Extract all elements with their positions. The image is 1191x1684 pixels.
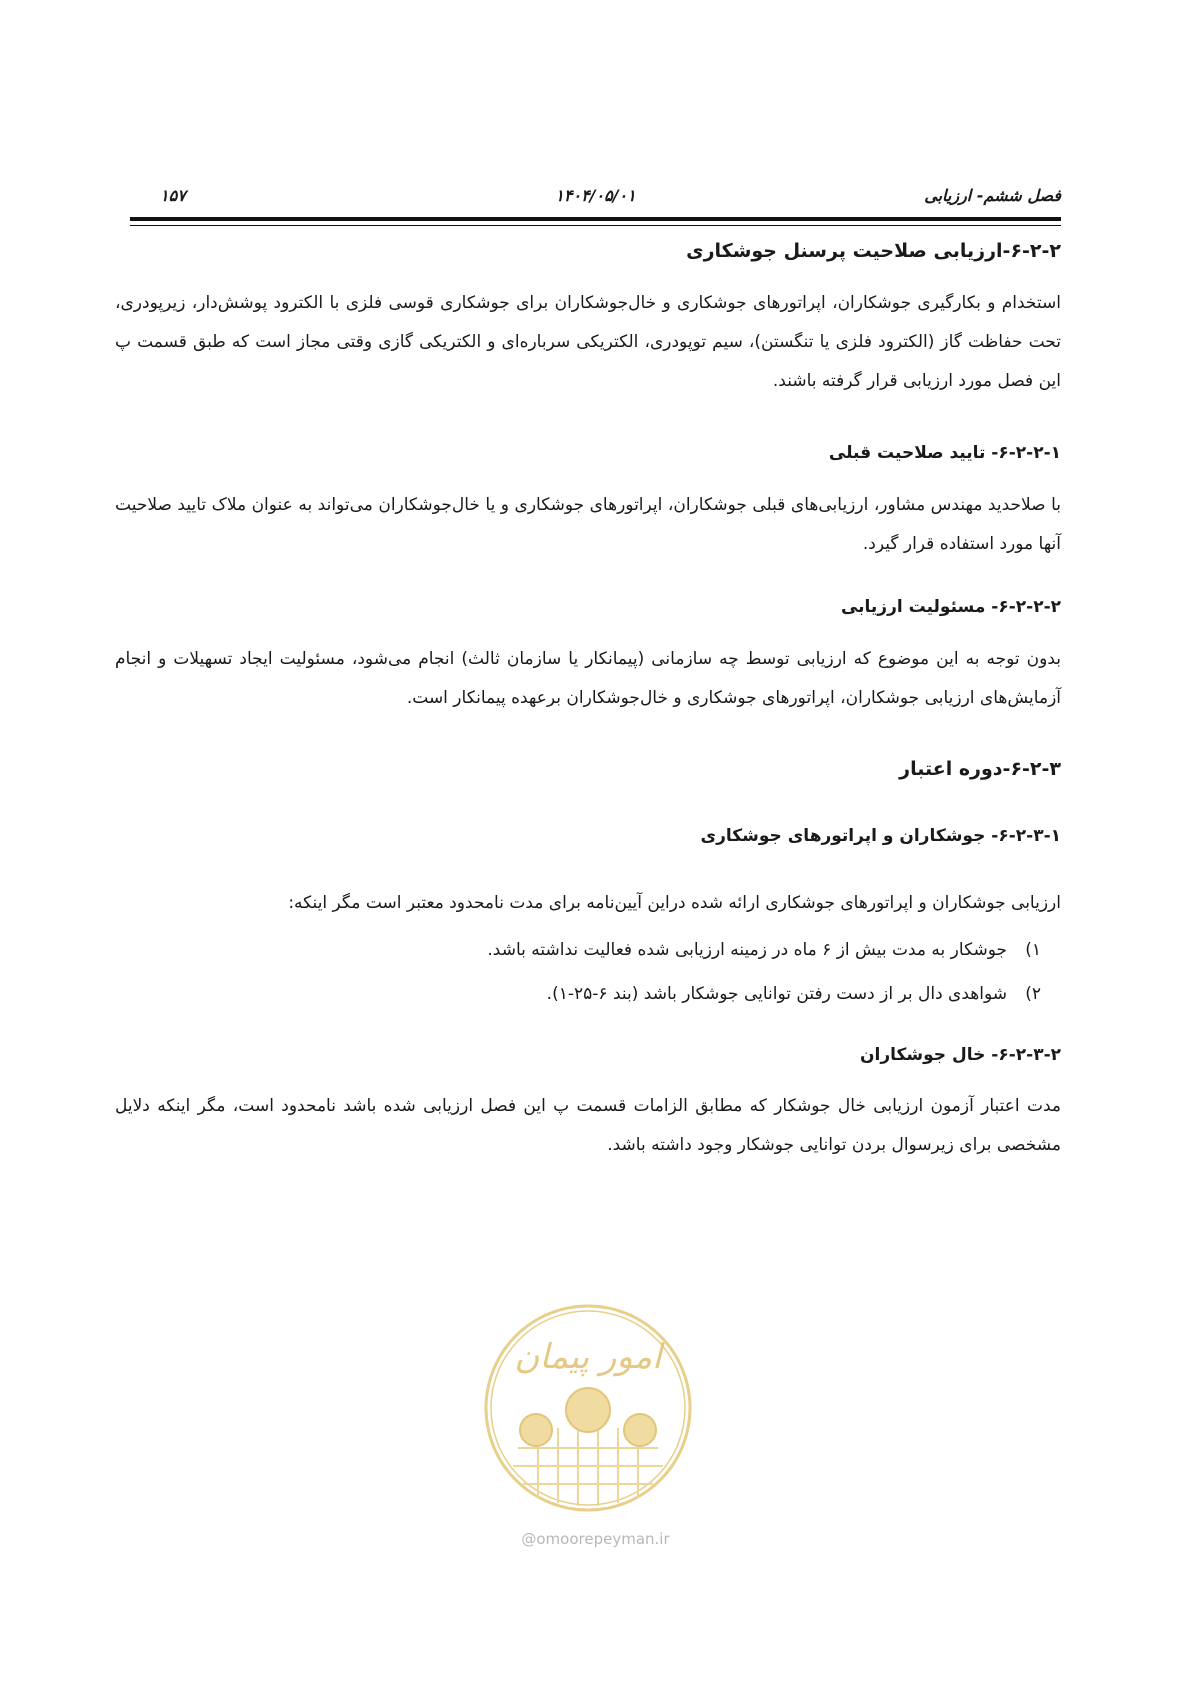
page-number: ۱۵۷	[160, 186, 186, 205]
subsection-heading-6-2-2-1: ۶-۲-۲-۱- تایید صلاحیت قبلی	[828, 443, 1061, 463]
page-header	[130, 186, 1061, 212]
list-item	[547, 984, 1041, 1004]
list-item-number: ۱)	[1025, 940, 1041, 960]
watermark-logo	[478, 1298, 698, 1518]
chapter-title: فصل ششم- ارزیابی	[924, 186, 1061, 205]
section-heading-6-2-3: ۶-۲-۳-دوره اعتبار	[899, 758, 1061, 780]
watermark-logo-text: امور پیمان	[514, 1337, 662, 1377]
list-item	[487, 940, 1041, 960]
list-item-number: ۲)	[1025, 984, 1041, 1004]
header-rule-thick	[130, 217, 1061, 221]
paragraph-6-2-2: استخدام و بکارگیری جوشکاران، اپراتورهای جوشکاری و خال‌جوشکاران برای جوشکاری قوسی فلزی با الکترود پوشش‌دار، زیرپودری، تحت حفاظت گاز (الکترود فلزی یا تنگستن)، سیم توپودری، الکتریکی سرباره‌ای و الکتریکی گازی وقتی مجاز است که طبق قسمت پ این فصل مورد ارزیابی قرار گرفته باشند.	[115, 293, 1061, 391]
header-rule-thin	[130, 225, 1061, 226]
watermark-site: @omoorepeyman.ir	[521, 1530, 670, 1548]
paragraph-6-2-2-1: با صلاحدید مهندس مشاور، ارزیابی‌های قبلی جوشکاران، اپراتورهای جوشکاری و یا خال‌جوشکاران می‌تواند به عنوان ملاک تایید صلاحیت آنها مورد استفاده قرار گیرد.	[115, 495, 1061, 554]
list-item-text: شواهدی دال بر از دست رفتن توانایی جوشکار باشد (بند ۶-۲۵-۱).	[546, 984, 1007, 1004]
header-date: ۱۴۰۴/۰۵/۰۱	[555, 186, 636, 205]
subsection-heading-6-2-3-1: ۶-۲-۳-۱- جوشکاران و اپراتورهای جوشکاری	[700, 826, 1061, 846]
paragraph-6-2-2-2: بدون توجه به این موضوع که ارزیابی توسط چه سازمانی (پیمانکار یا سازمان ثالث) انجام می‌شود، مسئولیت ایجاد تسهیلات و انجام آزمایش‌های ارزیابی جوشکاران، اپراتورهای جوشکاری و خال‌جوشکاران برعهده پیمانکار است.	[115, 649, 1061, 708]
subsection-heading-6-2-2-2: ۶-۲-۲-۲- مسئولیت ارزیابی	[840, 597, 1061, 617]
paragraph-6-2-3-2: مدت اعتبار آزمون ارزیابی خال جوشکار که مطابق الزامات قسمت پ این فصل ارزیابی شده باشد نامحدود است، مگر اینکه دلایل مشخصی برای زیرسوال بردن توانایی جوشکار وجود داشته باشد.	[115, 1096, 1061, 1155]
paragraph-6-2-3-1: ارزیابی جوشکاران و اپراتورهای جوشکاری ارائه شده دراین آیین‌نامه برای مدت نامحدود معتبر است مگر اینکه:	[288, 893, 1061, 913]
subsection-heading-6-2-3-2: ۶-۲-۳-۲- خال جوشکاران	[860, 1045, 1061, 1065]
list-item-text: جوشکار به مدت بیش از ۶ ماه در زمینه ارزیابی شده فعالیت نداشته باشد.	[487, 940, 1007, 960]
section-heading-6-2-2: ۶-۲-۲-ارزیابی صلاحیت پرسنل جوشکاری	[686, 240, 1061, 262]
